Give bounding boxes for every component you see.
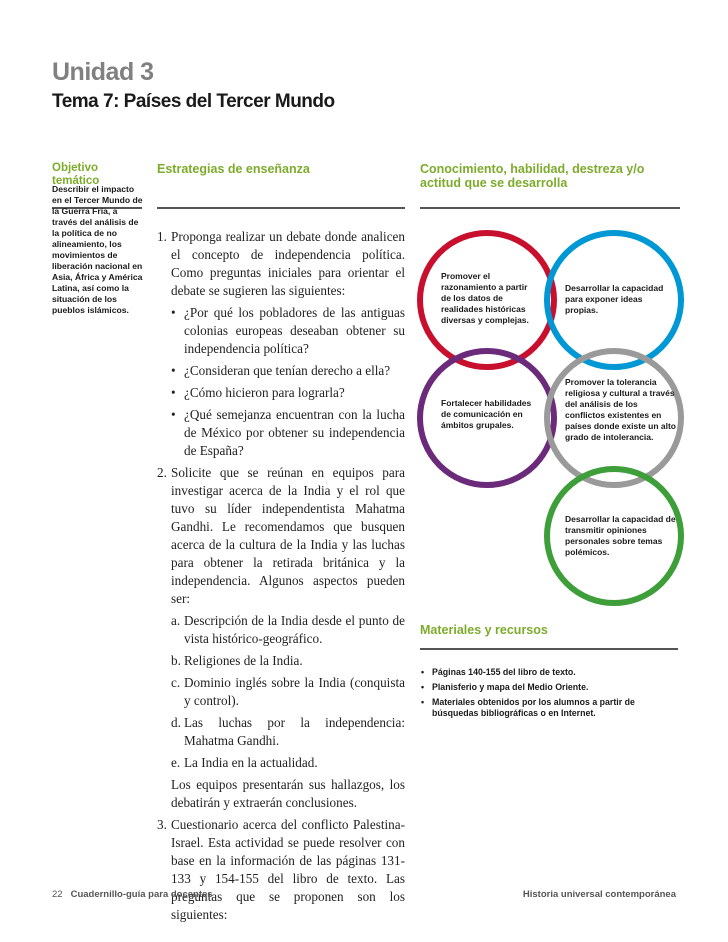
materials-title: Materiales y recursos bbox=[420, 623, 548, 637]
closing-paragraph: Los equipos presentarán sus hallazgos, los debatirán y extraerán conclusiones. bbox=[171, 777, 405, 810]
item-text: Solicite que se reúnan en equipos para investigar acerca de la India y el rol que tuvo su líder independentista Mahatma Gandhi. Le recomendamos que busquen acerca de la cultura de la India y las luchas para obtener la retirada británica y la independencia. Algunos aspectos pueden ser: bbox=[171, 465, 405, 606]
sub-item-c bbox=[171, 674, 405, 710]
sub-text: Descripción de la India desde el punto de vista histórico-geográfico. bbox=[184, 613, 405, 646]
question-text: ¿Cómo hicieron para lograrla? bbox=[184, 385, 345, 400]
topic-title: Tema 7: Países del Tercer Mundo bbox=[52, 91, 335, 112]
question-text: ¿Por qué los pobladores de las antiguas colonias europeas deseaban obtener su independencia política? bbox=[184, 305, 405, 356]
item-number: 1. bbox=[157, 229, 167, 244]
footer-subject: Historia universal contemporánea bbox=[522, 889, 676, 900]
question-1 bbox=[171, 304, 405, 358]
sub-letter: e. bbox=[171, 755, 181, 770]
item-text: Cuestionario acerca del conflicto Palestina-Israel. Esta actividad se puede resolver con base en la información de las páginas 131-133 y 154-155 del libro de texto. Las preguntas que se proponen son los siguientes: bbox=[171, 817, 405, 922]
question-4 bbox=[171, 406, 405, 460]
sub-text: Dominio inglés sobre la India (conquista y control). bbox=[184, 675, 405, 708]
strategy-item-1 bbox=[157, 228, 405, 300]
list-item bbox=[421, 697, 676, 719]
sub-text: Las luchas por la independencia: Mahatma Gandhi. bbox=[184, 715, 405, 748]
bullet-icon: • bbox=[421, 682, 425, 692]
bullet-icon: • bbox=[171, 385, 176, 400]
item-text: Proponga realizar un debate donde analicen el concepto de independencia política. Como preguntas iniciales para orientar el debate se sugieren las siguientes: bbox=[171, 229, 405, 298]
circle-green-text: Desarrollar la capacidad de transmitir opiniones personales sobre temas polémicos. bbox=[565, 514, 676, 557]
objective-text: Describir el impacto en el Tercer Mundo de la Guerra Fría, a través del análisis de la política de no alineamiento, los movimientos de liberación nacional en Asia, África y América Latina, así como la situación de los pueblos islámicos. bbox=[52, 184, 143, 315]
sub-letter: a. bbox=[171, 613, 181, 628]
circle-gray-text: Promover la tolerancia religiosa y cultural a través del análisis de los conflictos existentes en países donde existe un alto grado de intolerancia. bbox=[565, 377, 677, 442]
book-title: Cuadernillo-guía para docentes bbox=[70, 889, 213, 900]
sub-letter: b. bbox=[171, 653, 181, 668]
knowledge-rule bbox=[420, 207, 680, 209]
objective-title: Objetivo temático bbox=[52, 162, 100, 187]
strategies-rule bbox=[157, 207, 405, 209]
bullet-icon: • bbox=[171, 407, 176, 422]
strategies-title: Estrategias de enseñanza bbox=[157, 162, 310, 176]
list-item bbox=[421, 667, 676, 678]
sub-letter: d. bbox=[171, 715, 181, 730]
sub-text: Religiones de la India. bbox=[184, 653, 303, 668]
circle-red-text: Promover el razonamiento a partir de los datos de realidades históricas diversas y complejas. bbox=[441, 271, 529, 325]
materials-rule bbox=[420, 648, 678, 650]
sub-text: La India en la actualidad. bbox=[184, 755, 318, 770]
strategy-item-2 bbox=[157, 464, 405, 608]
material-text: Planisferio y mapa del Medio Oriente. bbox=[432, 682, 589, 692]
unit-title: Unidad 3 bbox=[52, 58, 154, 86]
material-text: Materiales obtenidos por los alumnos a partir de búsquedas bibliográficas o en Internet. bbox=[432, 697, 635, 718]
strategy-item-3 bbox=[157, 816, 405, 924]
question-3 bbox=[171, 384, 405, 402]
sub-letter: c. bbox=[171, 675, 181, 690]
sub-item-d bbox=[171, 714, 405, 750]
bullet-icon: • bbox=[421, 697, 425, 707]
footer-left bbox=[52, 889, 213, 900]
sub-item-e bbox=[171, 754, 405, 772]
circle-purple-text: Fortalecer habilidades de comunicación en ámbitos grupales. bbox=[441, 398, 532, 430]
material-text: Páginas 140-155 del libro de texto. bbox=[432, 667, 576, 677]
materials-list bbox=[421, 667, 676, 723]
bullet-icon: • bbox=[171, 363, 176, 378]
list-item bbox=[421, 682, 676, 693]
question-2 bbox=[171, 362, 405, 380]
knowledge-title: Conocimiento, habilidad, destreza y/o actitud que se desarrolla bbox=[420, 162, 645, 190]
question-text: ¿Qué semejanza encuentran con la lucha de México por obtener su independencia de España? bbox=[184, 407, 405, 458]
sub-item-b bbox=[171, 652, 405, 670]
strategies-body bbox=[157, 228, 405, 928]
bullet-icon: • bbox=[421, 667, 425, 677]
sub-item-a bbox=[171, 612, 405, 648]
item-number: 3. bbox=[157, 817, 167, 832]
bullet-icon: • bbox=[171, 305, 176, 320]
page-number: 22 bbox=[52, 889, 63, 900]
item-number: 2. bbox=[157, 465, 167, 480]
question-text: ¿Consideran que tenían derecho a ella? bbox=[184, 363, 391, 378]
circle-blue-text: Desarrollar la capacidad para exponer ideas propias. bbox=[565, 283, 664, 315]
